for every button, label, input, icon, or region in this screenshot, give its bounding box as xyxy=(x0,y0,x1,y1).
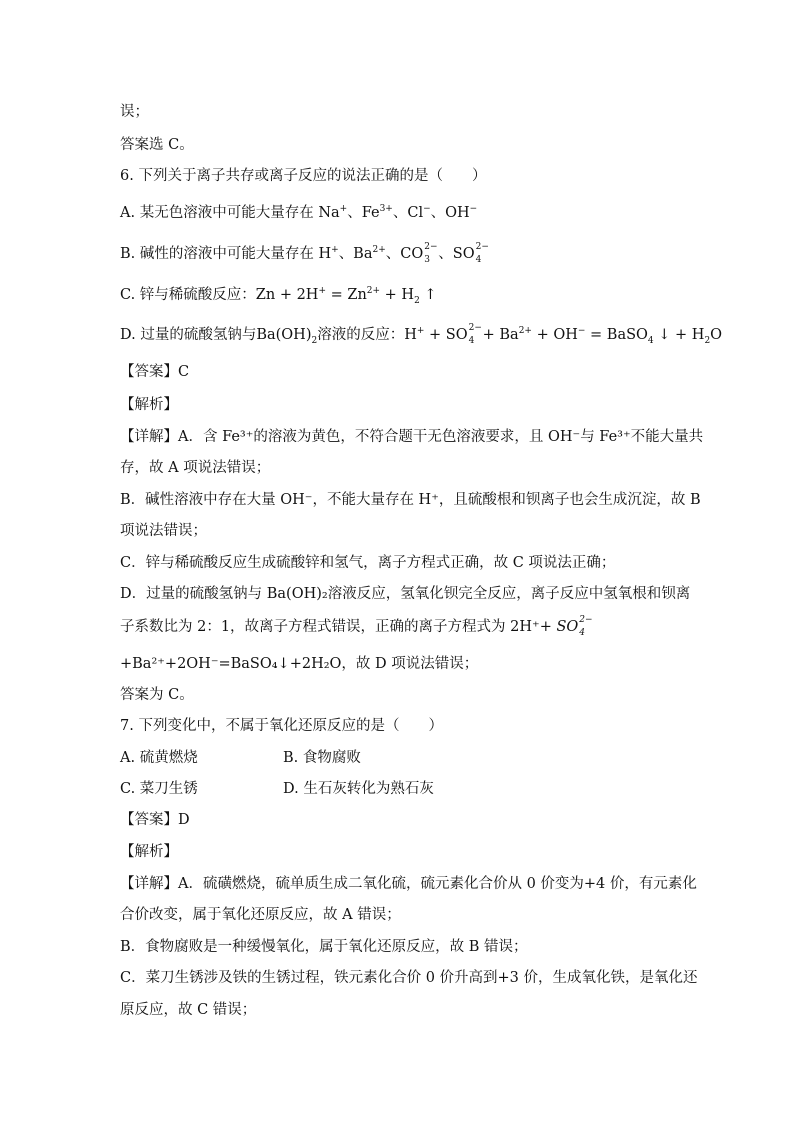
text-line: D．过量的硫酸氢钠与 Ba(OH)₂溶液反应，氢氧化钡完全反应，离子反应中氢氧根和钡离 xyxy=(120,586,691,602)
text-line: C．菜刀生锈涉及铁的生锈过程，铁元素化合价 0 价升高到+3 价，生成氧化铁，是氧化还 xyxy=(120,970,698,986)
text-line: 项说法错误； xyxy=(120,523,207,539)
option-label: C. 锌与稀硫酸反应： xyxy=(120,287,256,303)
option-label: D. 过量的硫酸氢钠与 xyxy=(120,327,257,343)
question-6: 6. 下列关于离子共存或离子反应的说法正确的是（ ） xyxy=(120,168,487,184)
formula: H+ + SO 2− 4 + $Ba^{2+} + OH^-$ = BaSO$_4$ ↓ + $H_2O$ xyxy=(404,323,723,346)
analysis-heading: 【解析】 xyxy=(120,844,178,860)
option-6d xyxy=(120,324,722,346)
text-line: 原反应，故 C 错误； xyxy=(120,1002,257,1018)
text-line: B．食物腐败是一种缓慢氧化，属于氧化还原反应，故 B 错误； xyxy=(120,939,528,955)
option-label: B. 碱性的溶液中可能大量存在 xyxy=(120,246,319,262)
text-segment: 子系数比为 2：1，故离子方程式错误，正确的离子方程式为 2H⁺+ xyxy=(120,619,557,635)
option-7d: D. 生石灰转化为熟石灰 xyxy=(283,781,434,797)
text-line: C．锌与稀硫酸反应生成硫酸锌和氢气，离子方程式正确，故 C 项说法正确； xyxy=(120,555,616,571)
analysis-heading: 【解析】 xyxy=(120,397,178,413)
question-7: 7. 下列变化中，不属于氧化还原反应的是（ ） xyxy=(120,718,443,734)
text-line: B．碱性溶液中存在大量 OH⁻，不能大量存在 H⁺，且硫酸根和钡离子也会生成沉淀，故 B xyxy=(120,492,701,508)
answer-7: 【答案】D xyxy=(120,812,190,828)
text-line: 存，故 A 项说法错误； xyxy=(120,460,271,476)
option-6b xyxy=(120,243,490,265)
option-6a xyxy=(120,203,477,223)
text-line: 误； xyxy=(120,104,149,120)
option-7b: B. 食物腐败 xyxy=(283,750,361,766)
answer-6: 【答案】C xyxy=(120,364,190,380)
text-line: 【详解】A．硫磺燃烧，硫单质生成二氧化硫，硫元素化合价从 0 价变为+4 价，有元素化 xyxy=(120,876,697,892)
option-7c: C. 菜刀生锈 xyxy=(120,781,198,797)
option-7a: A. 硫黄燃烧 xyxy=(120,750,198,766)
formula: Na+、$Fe^{3+}$、Cl−、OH− xyxy=(318,204,478,221)
formula: SO 2− 4 xyxy=(556,615,593,638)
text-line: 合价改变，属于氧化还原反应，故 A 错误； xyxy=(120,907,401,923)
text-line: 答案为 C。 xyxy=(120,687,194,703)
option-label: A. 某无色溶液中可能大量存在 xyxy=(120,205,319,221)
formula: $Zn + 2H^+ = Zn^{2+} + H_2$ ↑ xyxy=(255,286,437,306)
text-line: 【详解】A．含 Fe³⁺的溶液为黄色，不符合题干无色溶液要求，且 OH⁻与 Fe³⁺不能大量共 xyxy=(120,429,704,445)
text-line xyxy=(120,616,593,638)
text-line: 答案选 C。 xyxy=(120,137,194,153)
text-line: +Ba²⁺+2OH⁻=BaSO₄↓+2H₂O，故 D 项说法错误； xyxy=(120,656,479,672)
formula: H+、$Ba^{2+}$、CO 2− 3 、SO 2− 4 xyxy=(318,242,489,265)
option-text: 溶液的反应： xyxy=(317,327,405,343)
formula: $Ba(OH)_2$ xyxy=(256,327,318,346)
option-6c xyxy=(120,285,437,305)
